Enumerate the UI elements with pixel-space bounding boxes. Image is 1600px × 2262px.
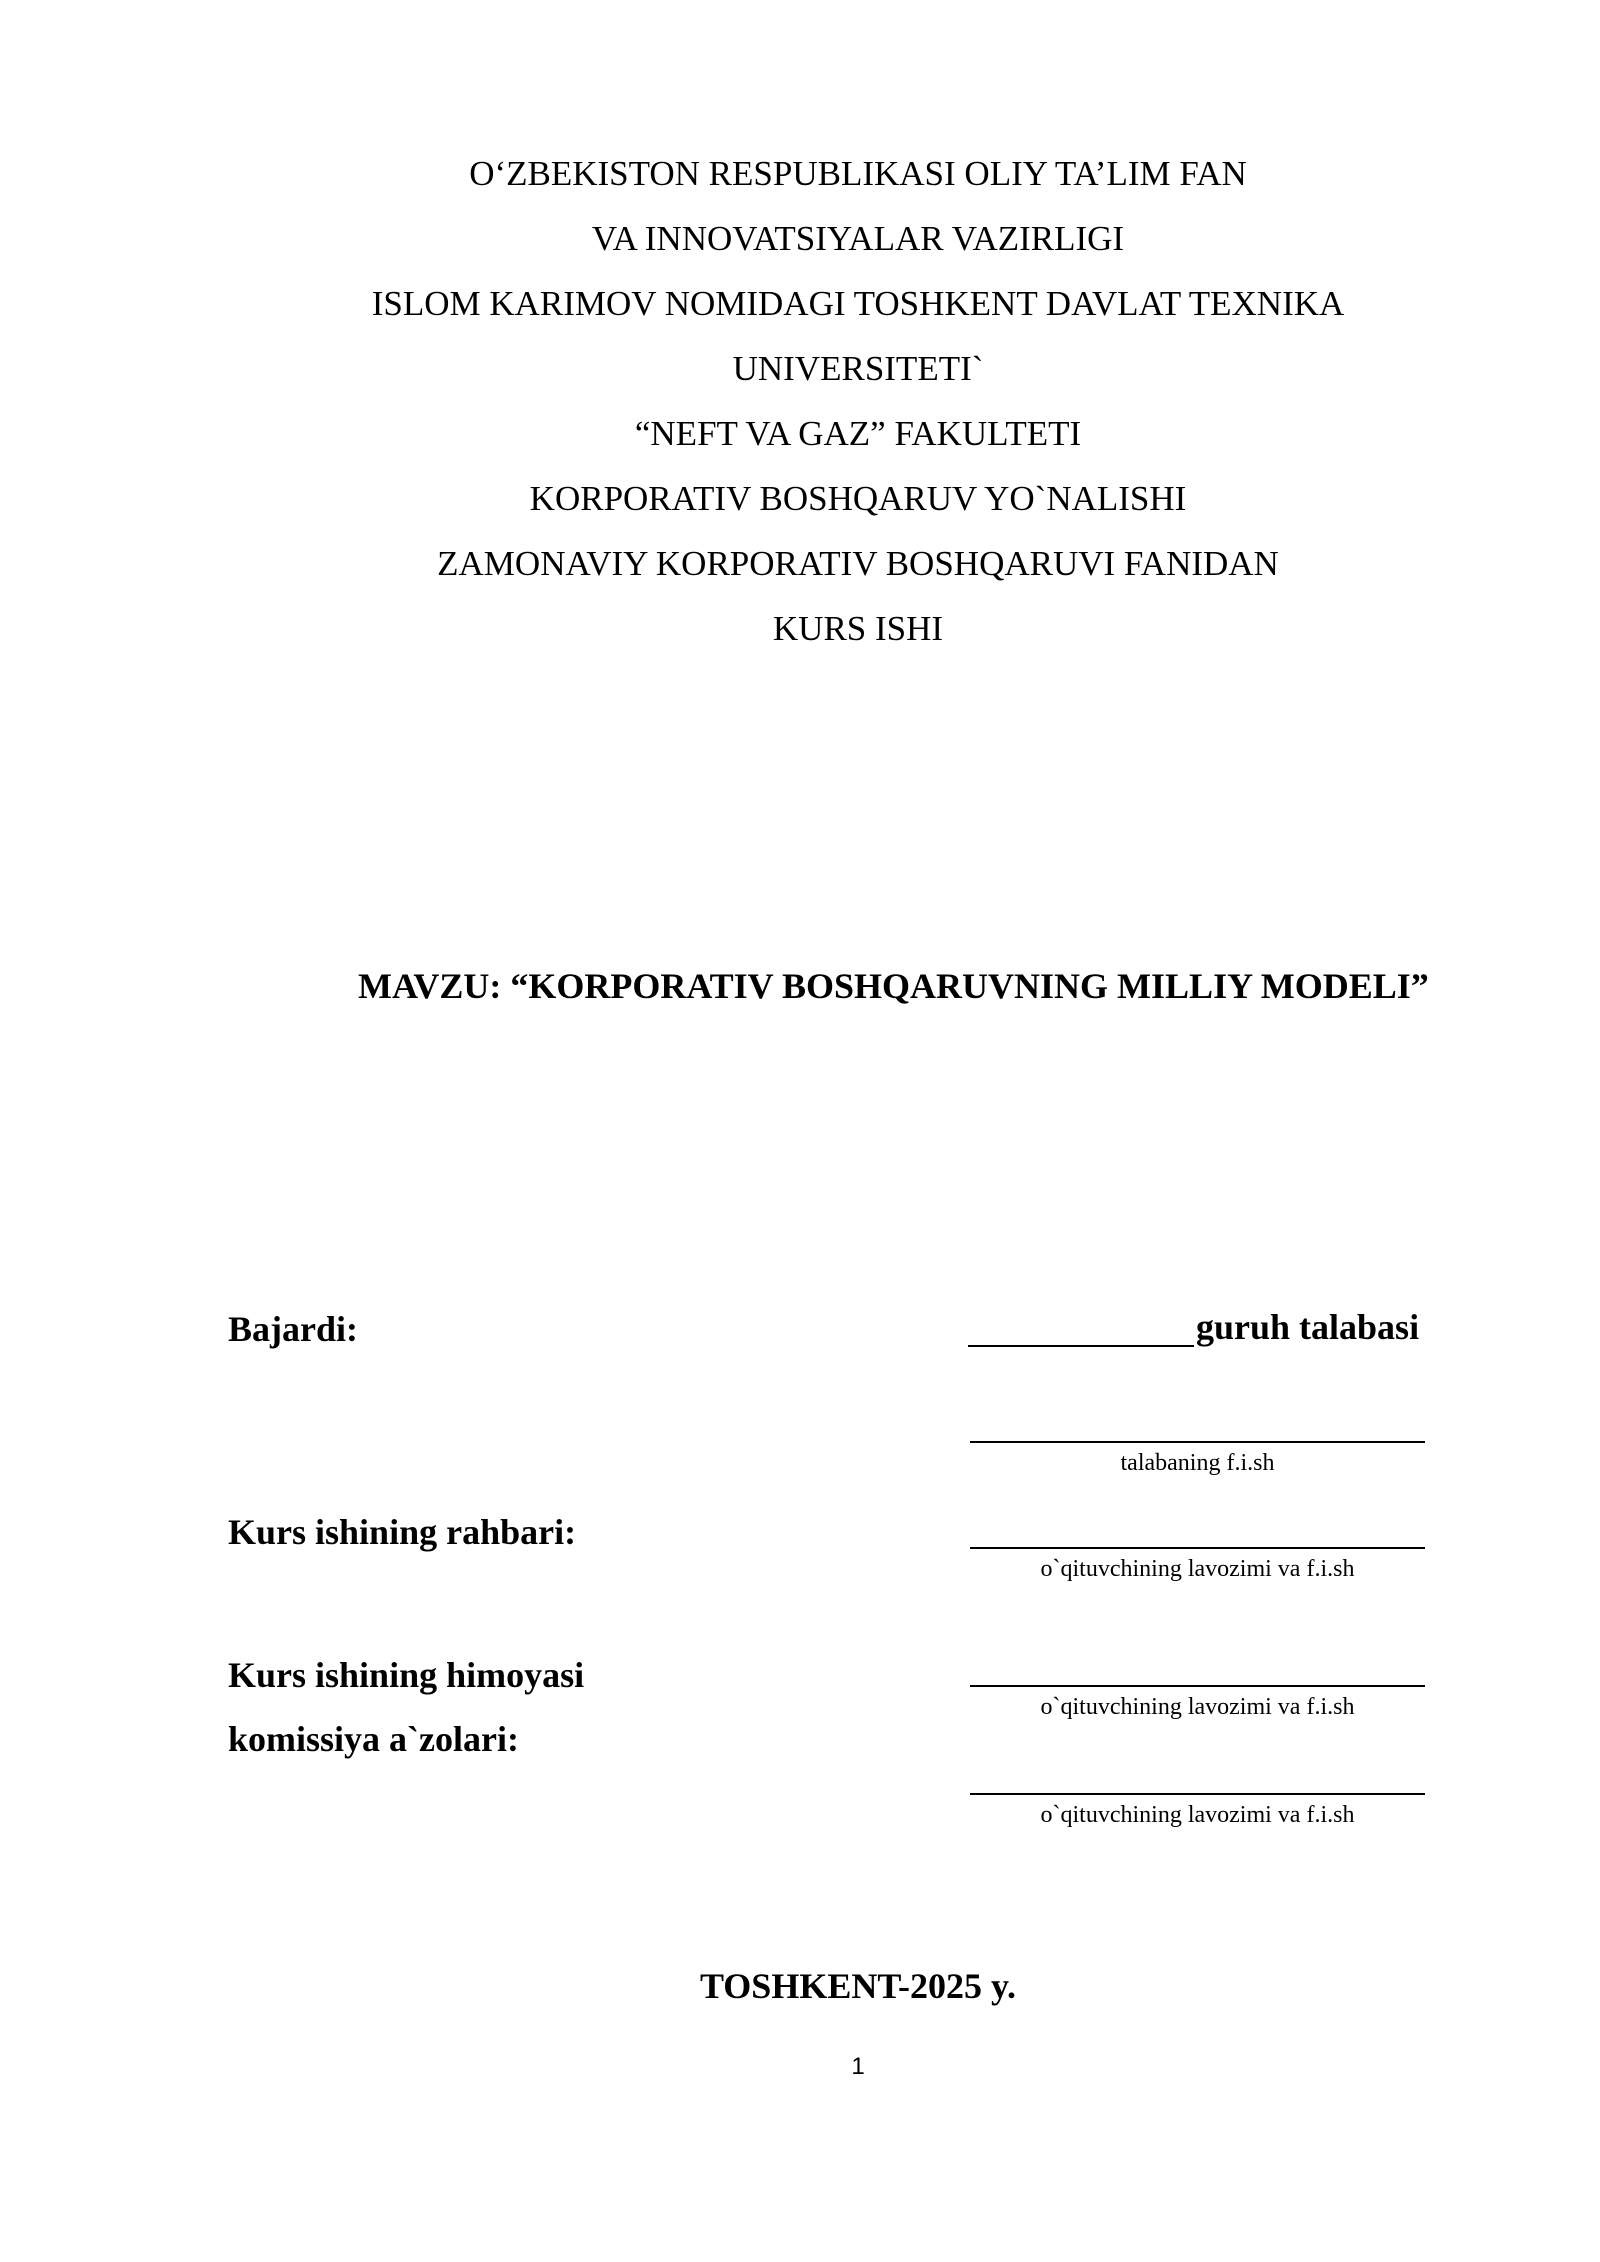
header-line-2: VA INNOVATSIYALAR VAZIRLIGI <box>591 219 1125 258</box>
topic-title: MAVZU: “KORPORATIV BOSHQARUVNING MILLIY MODELI” <box>358 966 1429 1006</box>
header-line-8: KURS ISHI <box>772 609 944 648</box>
supervisor-line <box>970 1547 1425 1549</box>
group-number-line <box>968 1345 1194 1347</box>
commission-label-line-1: Kurs ishining himoyasi <box>228 1655 585 1695</box>
commission-member-2-line <box>970 1793 1425 1795</box>
header-line-1: O‘ZBEKISTON RESPUBLIKASI OLIY TA’LIM FAN <box>469 154 1247 193</box>
commission-member-1-caption: o`qituvchining lavozimi va f.i.sh <box>1040 1694 1355 1720</box>
commission-member-2-caption: o`qituvchining lavozimi va f.i.sh <box>1040 1802 1355 1828</box>
commission-label-line-2: komissiya a`zolari: <box>228 1719 519 1759</box>
performed-label: Bajardi: <box>228 1309 358 1349</box>
student-name-caption: talabaning f.i.sh <box>1120 1450 1275 1476</box>
group-student-label: guruh talabasi <box>1196 1307 1420 1347</box>
student-name-line <box>970 1441 1425 1443</box>
supervisor-label: Kurs ishining rahbari: <box>228 1512 577 1552</box>
header-line-3: ISLOM KARIMOV NOMIDAGI TOSHKENT DAVLAT TEXNIKA <box>371 284 1345 323</box>
supervisor-caption: o`qituvchining lavozimi va f.i.sh <box>1040 1556 1355 1582</box>
header-line-4: UNIVERSITETI` <box>732 349 984 388</box>
commission-member-1-line <box>970 1685 1425 1687</box>
city-year: TOSHKENT-2025 y. <box>699 1966 1017 2006</box>
header-line-7: ZAMONAVIY KORPORATIV BOSHQARUVI FANIDAN <box>437 544 1279 583</box>
header-line-5: “NEFT VA GAZ” FAKULTETI <box>634 414 1082 453</box>
page-number: 1 <box>851 2053 865 2080</box>
header-line-6: KORPORATIV BOSHQARUV YO`NALISHI <box>529 479 1187 518</box>
